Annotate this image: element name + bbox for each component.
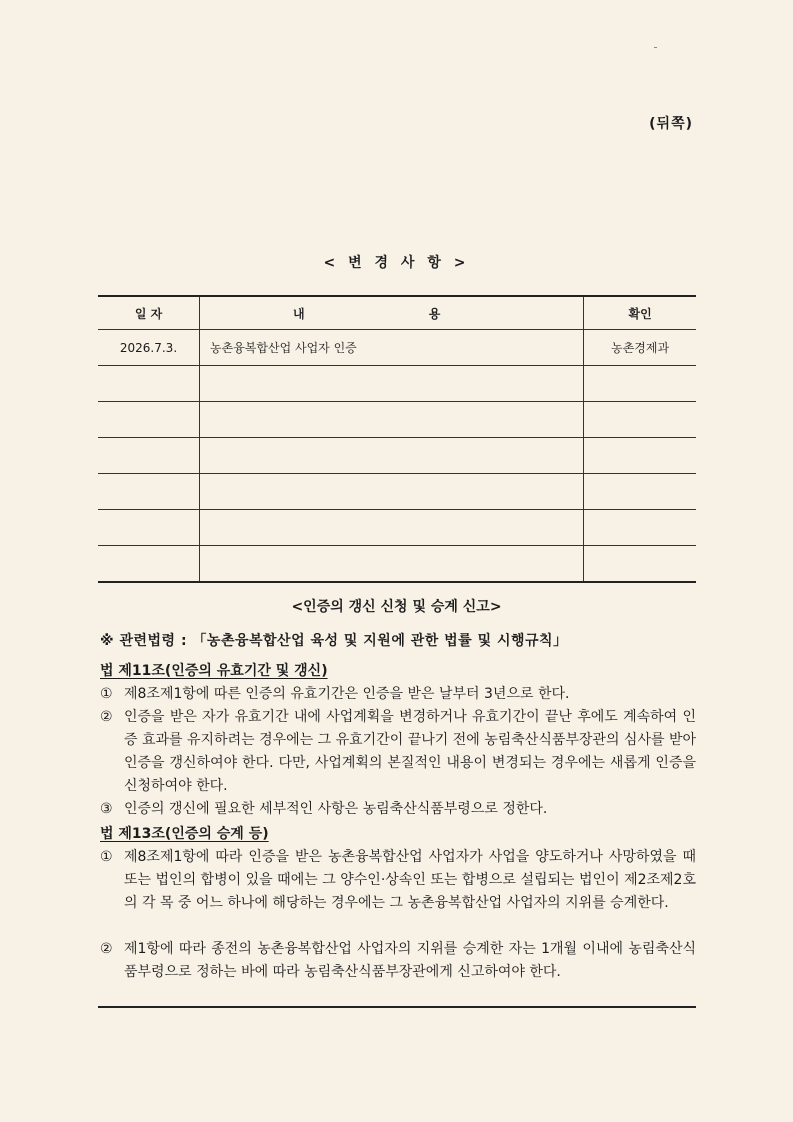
clause-number: ② [100, 709, 113, 725]
cell-confirm [584, 402, 696, 438]
cell-content [200, 546, 584, 583]
table-row [98, 366, 696, 402]
cell-date [98, 438, 200, 474]
table-row [98, 402, 696, 438]
cell-confirm [584, 546, 696, 583]
clause-text: 제8조제1항에 따른 인증의 유효기간은 인증을 받은 날부터 3년으로 한다. [124, 686, 570, 702]
cell-date [98, 366, 200, 402]
table-row [98, 546, 696, 583]
bottom-divider [98, 1006, 696, 1008]
cell-date: 2026.7.3. [98, 330, 200, 366]
cell-date [98, 402, 200, 438]
header-content: 내 용 [200, 296, 584, 330]
article-11-clause-3 [100, 798, 696, 821]
changes-table [98, 295, 696, 583]
article-11-clause-1 [100, 683, 696, 706]
article-11-title: 법 제11조(인증의 유효기간 및 갱신) [100, 663, 328, 679]
clause-number: ① [100, 686, 113, 702]
clause-number: ① [100, 849, 113, 865]
cell-date [98, 546, 200, 583]
clause-text: 제8조제1항에 따라 인증을 받은 농촌융복합산업 사업자가 사업을 양도하거나 사망하였을 때 또는 법인의 합병이 있을 때에는 그 양수인·상속인 또는 합병으로 설립되는 법인이 제2조제2호의 각 목 중 어느 하나에 해당하는 경우에는 그 농촌융복합산업 사업자의 지위를 승계한다. [124, 849, 696, 911]
cell-confirm [584, 366, 696, 402]
cell-content [200, 366, 584, 402]
header-date: 일 자 [98, 296, 200, 330]
cell-confirm [584, 510, 696, 546]
article-13-clause-2 [100, 938, 696, 984]
changes-section-title: < 변 경 사 항 > [323, 255, 470, 271]
cell-date [98, 510, 200, 546]
table-row [98, 330, 696, 366]
article-13-clause-1 [100, 846, 696, 915]
cell-content [200, 474, 584, 510]
cell-content [200, 510, 584, 546]
clause-text: 인증의 갱신에 필요한 세부적인 사항은 농림축산식품부령으로 정한다. [124, 801, 548, 817]
cell-content: 농촌융복합산업 사업자 인증 [200, 330, 584, 366]
clause-number: ③ [100, 801, 113, 817]
cell-confirm: 농촌경제과 [584, 330, 696, 366]
renewal-section-title: <인증의 갱신 신청 및 승계 신고> [291, 599, 502, 615]
cell-confirm [584, 474, 696, 510]
table-row [98, 438, 696, 474]
table-row [98, 474, 696, 510]
paper-speck [654, 47, 657, 48]
cell-confirm [584, 438, 696, 474]
header-confirm: 확인 [584, 296, 696, 330]
cell-content [200, 402, 584, 438]
article-11-clause-2 [100, 706, 696, 798]
clause-text: 제1항에 따라 종전의 농촌융복합산업 사업자의 지위를 승계한 자는 1개월 이내에 농림축산식품부령으로 정하는 바에 따라 농림축산식품부장관에게 신고하여야 한다. [124, 941, 696, 980]
cell-date [98, 474, 200, 510]
table-row [98, 510, 696, 546]
article-13-title: 법 제13조(인증의 승계 등) [100, 826, 269, 842]
back-side-label: (뒤쪽) [649, 116, 693, 132]
table-header-row [98, 296, 696, 330]
clause-number: ② [100, 941, 113, 957]
clause-text: 인증을 받은 자가 유효기간 내에 사업계획을 변경하거나 유효기간이 끝난 후에도 계속하여 인증 효과를 유지하려는 경우에는 그 유효기간이 끝나기 전에 농림축산식품부장관의 심사를 받아 인증을 갱신하여야 한다. 다만, 사업계획의 본질적인 내용이 변경되는 경우에는 새롭게 인증을 신청하여야 한다. [124, 709, 696, 794]
related-law-reference: ※ 관련법령 : 「농촌융복합산업 육성 및 지원에 관한 법률 및 시행규칙」 [100, 633, 568, 649]
cell-content [200, 438, 584, 474]
